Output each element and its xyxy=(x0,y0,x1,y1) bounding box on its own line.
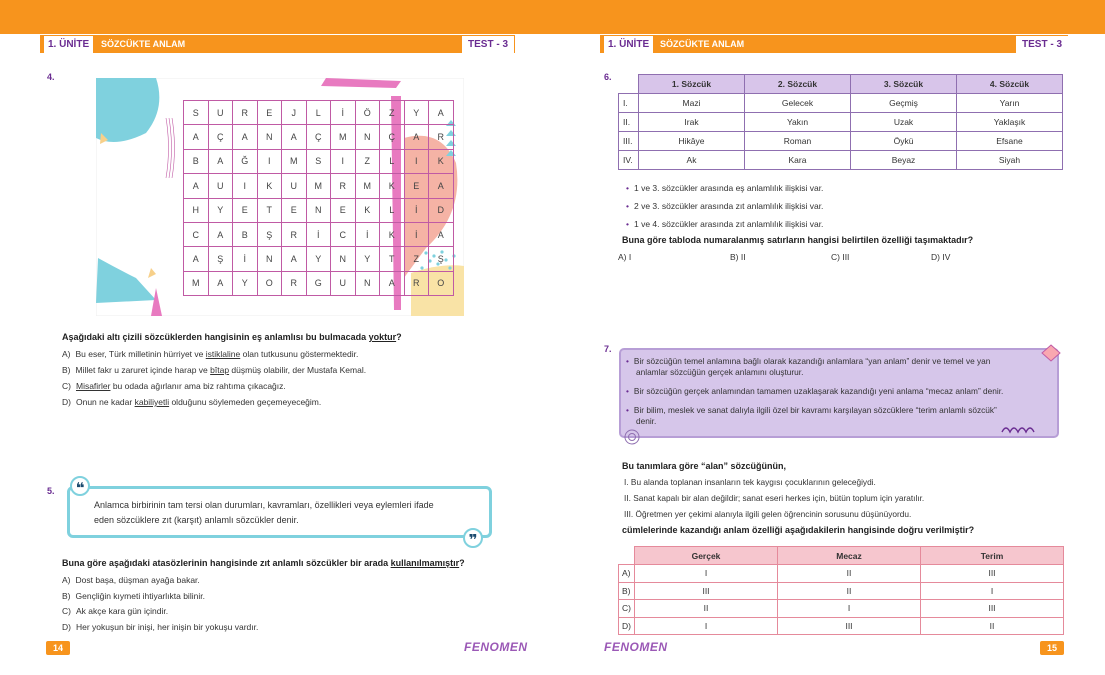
grid-cell: A xyxy=(282,125,307,149)
table-cell: II xyxy=(921,617,1064,635)
grid-cell: I xyxy=(404,149,429,173)
right-brand-logo: FENOMEN xyxy=(604,640,668,654)
option-letter: C) xyxy=(619,600,635,618)
grid-cell: E xyxy=(404,174,429,198)
definition-line: • Bir sözcüğün gerçek anlamından tamamen uzaklaşarak kazandığı yeni anlama “mecaz anlam” denir. xyxy=(626,386,1003,396)
question-4-option[interactable] xyxy=(62,365,366,375)
grid-cell: U xyxy=(331,271,356,295)
question-6-option[interactable]: D) IV xyxy=(931,252,951,262)
question-6-option[interactable]: B) II xyxy=(730,252,746,262)
definition-line: • Bir sözcüğün temel anlamına bağlı olarak kazandığı anlamlara “yan anlam” denir ve temel ve yan xyxy=(626,356,990,366)
grid-cell: Z xyxy=(355,149,380,173)
table-cell: Kara xyxy=(745,151,851,170)
question-5-stem-underlined: kullanılmamıştır xyxy=(390,558,460,568)
question-7-stem-2: cümlelerinde kazandığı anlam özelliği aşağıdakilerin hangisinde doğru verilmiştir? xyxy=(622,525,975,535)
grid-cell: G xyxy=(306,271,331,295)
table-header-cell: Terim xyxy=(921,547,1064,565)
grid-cell: C xyxy=(331,222,356,246)
table-cell: Siyah xyxy=(957,151,1063,170)
grid-cell: Ş xyxy=(208,247,233,271)
option-text: Millet fakr u zaruret içinde harap ve xyxy=(75,365,211,375)
question-4-number: 4. xyxy=(47,72,55,82)
option-text: Dost başa, düşman ayağa bakar. xyxy=(75,575,200,585)
option-letter: A) xyxy=(62,575,71,585)
grid-cell: Y xyxy=(208,198,233,222)
grid-row xyxy=(184,101,454,125)
option-text-end: olan tutkusunu göstermektedir. xyxy=(240,349,359,359)
grid-cell: Y xyxy=(233,271,258,295)
question-5-number: 5. xyxy=(47,486,55,496)
statement-bullet: • 2 ve 3. sözcükler arasında zıt anlamlılık ilişkisi var. xyxy=(626,201,823,211)
answer-option-row[interactable] xyxy=(619,565,1064,583)
option-letter: D) xyxy=(62,397,71,407)
diamond-decoration-icon xyxy=(1040,344,1062,362)
definition-line-1: Anlamca birbirinin tam tersi olan durumları, kavramları, özellikleri veya eylemleri ifade xyxy=(94,500,434,510)
table-cell: Beyaz xyxy=(851,151,957,170)
grid-cell: Y xyxy=(404,101,429,125)
table-row xyxy=(619,132,1063,151)
question-5-stem-text: Buna göre aşağıdaki atasözlerinin hangisinde zıt anlamlı sözcükler bir arada xyxy=(62,558,391,568)
option-underlined-word: istiklaline xyxy=(205,349,241,359)
answer-option-row[interactable] xyxy=(619,617,1064,635)
grid-cell: A xyxy=(233,125,258,149)
grid-cell: C xyxy=(184,222,209,246)
question-7-number: 7. xyxy=(604,344,612,354)
grid-cell: T xyxy=(380,247,405,271)
answer-option-row[interactable] xyxy=(619,600,1064,618)
grid-cell: O xyxy=(257,271,282,295)
question-5-option[interactable] xyxy=(62,575,200,585)
grid-row xyxy=(184,174,454,198)
grid-cell: İ xyxy=(404,198,429,222)
table-header-row xyxy=(619,547,1064,565)
grid-cell: L xyxy=(306,101,331,125)
grid-cell: Y xyxy=(306,247,331,271)
definition-line: anlamlar sözcüğün gerçek anlamını oluşturur. xyxy=(636,367,804,377)
grid-cell: O xyxy=(429,271,454,295)
table-cell: III xyxy=(635,582,778,600)
grid-cell: A xyxy=(429,174,454,198)
question-6-stem: Buna göre tabloda numaralanmış satırların hangisi belirtilen özelliği taşımaktadır? xyxy=(622,235,974,245)
grid-cell: A xyxy=(184,125,209,149)
table-cell: Hikâye xyxy=(639,132,745,151)
question-5-option[interactable] xyxy=(62,591,205,601)
right-test-label: TEST - 3 xyxy=(1016,36,1068,53)
question-5-option[interactable] xyxy=(62,606,168,616)
spiral-decoration-icon xyxy=(622,427,642,447)
grid-cell: L xyxy=(380,149,405,173)
table-header-cell: Mecaz xyxy=(778,547,921,565)
grid-cell: M xyxy=(355,174,380,198)
table-cell: Efsane xyxy=(957,132,1063,151)
row-number: I. xyxy=(619,94,639,113)
table-cell: III xyxy=(921,600,1064,618)
table-cell: Roman xyxy=(745,132,851,151)
grid-cell: K xyxy=(355,198,380,222)
grid-cell: U xyxy=(208,174,233,198)
table-corner-cell xyxy=(619,547,635,565)
grid-cell: U xyxy=(282,174,307,198)
grid-cell: R xyxy=(404,271,429,295)
option-text: Gençliğin kıymeti ihtiyarlıkta bilinir. xyxy=(75,590,205,601)
grid-cell: İ xyxy=(355,222,380,246)
grid-cell: İ xyxy=(404,222,429,246)
option-letter: C) xyxy=(62,606,71,616)
grid-cell: N xyxy=(257,247,282,271)
table-cell: Gelecek xyxy=(745,94,851,113)
grid-cell: M xyxy=(331,125,356,149)
option-text: Her yokuşun bir inişi, her inişin bir yokuşu vardır. xyxy=(75,621,259,632)
grid-cell: Ö xyxy=(355,101,380,125)
grid-cell: Ç xyxy=(208,125,233,149)
grid-cell: N xyxy=(306,198,331,222)
table-cell: Yakın xyxy=(745,113,851,132)
definition-line: denir. xyxy=(636,416,657,426)
statement-bullet: • 1 ve 3. sözcükler arasında eş anlamlılık ilişkisi var. xyxy=(626,183,823,193)
grid-cell: Ş xyxy=(257,222,282,246)
grid-cell: R xyxy=(233,101,258,125)
option-text: Onun ne kadar xyxy=(75,397,135,407)
definition-line-2: eden sözcüklere zıt (karşıt) anlamlı sözcükler denir. xyxy=(94,515,299,525)
grid-cell: A xyxy=(184,174,209,198)
grid-cell: I xyxy=(233,174,258,198)
grid-cell: R xyxy=(429,125,454,149)
table-header-cell: Gerçek xyxy=(635,547,778,565)
grid-cell: D xyxy=(429,198,454,222)
grid-cell: Z xyxy=(404,247,429,271)
grid-cell: E xyxy=(233,198,258,222)
table-cell: I xyxy=(778,600,921,618)
grid-cell: R xyxy=(282,222,307,246)
grid-cell: S xyxy=(184,101,209,125)
grid-cell: E xyxy=(257,101,282,125)
table-row xyxy=(619,113,1063,132)
question-7-answer-table xyxy=(618,546,1064,635)
table-header-cell: 2. Sözcük xyxy=(745,75,851,94)
option-letter: C) xyxy=(62,381,71,391)
grid-cell: M xyxy=(184,271,209,295)
grid-cell: S xyxy=(306,149,331,173)
table-cell: Yarın xyxy=(957,94,1063,113)
table-cell: Irak xyxy=(639,113,745,132)
left-unit-title: SÖZCÜKTE ANLAM xyxy=(101,39,186,49)
grid-cell: N xyxy=(355,125,380,149)
definition-line: • Bir bilim, meslek ve sanat dalıyla ilgili özel bir kavramı karşılayan sözcüklere “terim anlamlı sözcük” xyxy=(626,405,997,415)
right-unit-label: 1. ÜNİTE xyxy=(604,36,653,53)
example-sentence: II. Sanat kapalı bir alan değildir; sanat eseri herkes için, bütün toplum için yaratılır. xyxy=(624,493,925,503)
option-text-end: bu odada ağırlanır ama biz rahtıma çıkacağız. xyxy=(110,381,286,391)
question-4-stem-underlined: yoktur xyxy=(368,332,397,342)
table-cell: I xyxy=(635,565,778,583)
option-text-end: düşmüş olabilir, der Mustafa Kemal. xyxy=(229,365,367,375)
table-header-cell: 1. Sözcük xyxy=(639,75,745,94)
table-corner-cell xyxy=(619,75,639,94)
grid-cell: Ç xyxy=(306,125,331,149)
question-5-option[interactable] xyxy=(62,622,258,632)
option-letter: B) xyxy=(62,365,71,375)
question-4-option[interactable] xyxy=(62,381,286,391)
option-letter: A) xyxy=(62,349,71,359)
option-underlined-word: kabiliyetli xyxy=(134,397,170,407)
grid-cell: A xyxy=(282,247,307,271)
option-text: Bu eser, Türk milletinin hürriyet ve xyxy=(75,349,206,359)
statement-bullet: • 1 ve 4. sözcükler arasında zıt anlamlılık ilişkisi var. xyxy=(626,219,823,229)
option-letter: D) xyxy=(62,621,71,632)
grid-cell: A xyxy=(429,222,454,246)
grid-cell: I xyxy=(331,149,356,173)
grid-cell: U xyxy=(208,101,233,125)
grid-cell: B xyxy=(184,149,209,173)
grid-cell: M xyxy=(306,174,331,198)
table-row xyxy=(619,151,1063,170)
grid-cell: J xyxy=(282,101,307,125)
example-sentence: III. Öğretmen yer çekimi alanıyla ilgili gelen öğrencinin sorusunu düşünüyordu. xyxy=(624,509,912,519)
grid-cell: İ xyxy=(233,247,258,271)
table-header-cell: 3. Sözcük xyxy=(851,75,957,94)
grid-cell: R xyxy=(331,174,356,198)
option-text-end: olduğunu söylemeden geçemeyeceğim. xyxy=(169,397,322,407)
grid-cell: E xyxy=(282,198,307,222)
grid-cell: T xyxy=(257,198,282,222)
grid-cell: N xyxy=(355,271,380,295)
option-text: Ak akçe kara gün içindir. xyxy=(75,606,169,616)
table-cell: Mazi xyxy=(639,94,745,113)
option-letter: B) xyxy=(619,582,635,600)
question-6-option[interactable]: C) III xyxy=(831,252,850,262)
table-row xyxy=(619,94,1063,113)
grid-cell: İ xyxy=(331,101,356,125)
grid-cell: K xyxy=(257,174,282,198)
option-letter: A) xyxy=(619,565,635,583)
grid-row xyxy=(184,125,454,149)
right-page-number: 15 xyxy=(1040,641,1064,655)
option-letter: D) xyxy=(619,617,635,635)
question-5-stem xyxy=(62,558,465,568)
question-6-number: 6. xyxy=(604,72,612,82)
table-cell: I xyxy=(921,582,1064,600)
grid-row xyxy=(184,149,454,173)
answer-option-row[interactable] xyxy=(619,582,1064,600)
grid-cell: M xyxy=(282,149,307,173)
row-number: III. xyxy=(619,132,639,151)
grid-cell: A xyxy=(429,101,454,125)
table-header-cell: 4. Sözcük xyxy=(957,75,1063,94)
table-header-row xyxy=(619,75,1063,94)
grid-cell: A xyxy=(208,271,233,295)
grid-cell: Ğ xyxy=(233,149,258,173)
option-underlined-word: bîtap xyxy=(210,365,230,375)
left-brand-logo: FENOMEN xyxy=(464,640,528,654)
grid-cell: İ xyxy=(306,222,331,246)
grid-cell: N xyxy=(331,247,356,271)
left-test-label: TEST - 3 xyxy=(462,36,514,53)
grid-cell: A xyxy=(184,247,209,271)
table-cell: I xyxy=(635,617,778,635)
grid-cell: Ç xyxy=(380,125,405,149)
squiggle-decoration-icon xyxy=(1000,418,1040,438)
grid-cell: E xyxy=(331,198,356,222)
grid-cell: K xyxy=(380,222,405,246)
option-letter: B) xyxy=(62,590,71,601)
grid-cell: R xyxy=(282,271,307,295)
left-unit-label: 1. ÜNİTE xyxy=(44,36,93,53)
grid-cell: A xyxy=(208,149,233,173)
grid-cell: A xyxy=(380,271,405,295)
grid-cell: K xyxy=(429,149,454,173)
question-6-table xyxy=(618,74,1063,170)
quote-open-icon: ❝ xyxy=(70,476,90,496)
example-sentence: I. Bu alanda toplanan insanların tek kaygısı çocuklarının geleceğiydi. xyxy=(624,477,876,487)
table-cell: Uzak xyxy=(851,113,957,132)
table-cell: III xyxy=(778,617,921,635)
grid-row xyxy=(184,198,454,222)
table-cell: Öykü xyxy=(851,132,957,151)
question-4-option[interactable] xyxy=(62,397,321,407)
grid-cell: Ş xyxy=(429,247,454,271)
grid-cell: A xyxy=(404,125,429,149)
left-page-number: 14 xyxy=(46,641,70,655)
definition-box xyxy=(67,486,492,538)
grid-row xyxy=(184,222,454,246)
table-cell: Geçmiş xyxy=(851,94,957,113)
table-cell: III xyxy=(921,565,1064,583)
word-search-grid xyxy=(183,100,454,296)
grid-row xyxy=(184,247,454,271)
row-number: II. xyxy=(619,113,639,132)
grid-cell: I xyxy=(257,149,282,173)
right-unit-title: SÖZCÜKTE ANLAM xyxy=(660,39,745,49)
grid-cell: K xyxy=(380,174,405,198)
question-4-option[interactable] xyxy=(62,349,358,359)
question-4-stem-end: ? xyxy=(396,332,402,342)
grid-cell: Y xyxy=(355,247,380,271)
table-cell: Yaklaşık xyxy=(957,113,1063,132)
grid-row xyxy=(184,271,454,295)
grid-cell: H xyxy=(184,198,209,222)
grid-cell: A xyxy=(208,222,233,246)
table-cell: II xyxy=(778,565,921,583)
grid-cell: B xyxy=(233,222,258,246)
table-cell: Ak xyxy=(639,151,745,170)
grid-cell: N xyxy=(257,125,282,149)
grid-cell: Z xyxy=(380,101,405,125)
quote-close-icon: ❞ xyxy=(463,528,483,548)
table-cell: II xyxy=(778,582,921,600)
question-7-stem-1: Bu tanımlara göre “alan” sözcüğünün, xyxy=(622,461,787,471)
option-underlined-word: Misafirler xyxy=(75,381,111,391)
table-cell: II xyxy=(635,600,778,618)
grid-cell: L xyxy=(380,198,405,222)
question-4-stem xyxy=(62,332,402,342)
row-number: IV. xyxy=(619,151,639,170)
question-6-option[interactable]: A) I xyxy=(618,252,632,262)
question-4-stem-text: Aşağıdaki altı çizili sözcüklerden hangisinin eş anlamlısı bu bulmacada xyxy=(62,332,369,342)
question-5-stem-end: ? xyxy=(459,558,465,568)
